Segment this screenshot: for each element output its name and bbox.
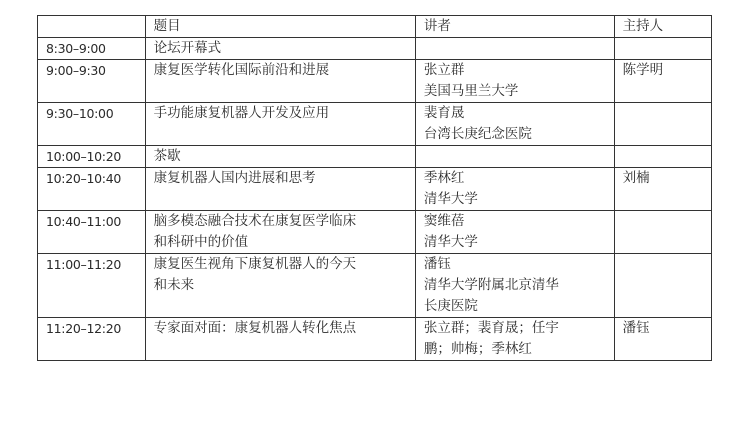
- topic-line: 和科研中的价值: [153, 234, 249, 250]
- table-row: [38, 146, 712, 168]
- topic-line: 手功能康复机器人开发及应用: [153, 105, 330, 121]
- time-cell: 10:20–10:40: [38, 168, 146, 211]
- speaker-cell: [415, 38, 614, 60]
- topic-line: 康复医生视角下康复机器人的今天: [153, 256, 357, 272]
- table-row: [38, 38, 712, 60]
- host-cell: 潘钰: [614, 318, 711, 361]
- speaker-cell: [415, 60, 614, 103]
- topic-line: 专家面对面：康复机器人转化焦点: [153, 320, 357, 336]
- speaker-name: 潘钰: [423, 256, 451, 272]
- host-cell: [614, 103, 711, 146]
- speaker-cell: [415, 146, 614, 168]
- topic-cell: [145, 146, 415, 168]
- header-host: 主持人: [614, 16, 711, 38]
- speaker-name: 张立群: [423, 62, 465, 78]
- time-cell: 9:30–10:00: [38, 103, 146, 146]
- schedule-table: [37, 15, 712, 361]
- topic-cell: [145, 168, 415, 211]
- topic-cell: [145, 211, 415, 254]
- topic-line: 脑多模态融合技术在康复医学临床: [153, 213, 357, 229]
- speaker-names: 张立群；裴育晟；任宇: [423, 320, 559, 336]
- header-speaker: 讲者: [415, 16, 614, 38]
- table-row: [38, 168, 712, 211]
- time-cell: 10:00–10:20: [38, 146, 146, 168]
- table-header-row: [38, 16, 712, 38]
- speaker-affiliation: 清华大学: [423, 191, 478, 207]
- speaker-affiliation: 清华大学: [423, 234, 478, 250]
- table-row: [38, 103, 712, 146]
- topic-line: 茶歇: [153, 148, 181, 164]
- speaker-affiliation: 美国马里兰大学: [423, 83, 519, 99]
- host-cell: [614, 38, 711, 60]
- host-cell: [614, 211, 711, 254]
- speaker-names: 鹏；帅梅；季林红: [423, 341, 532, 357]
- topic-cell: [145, 60, 415, 103]
- speaker-cell: [415, 103, 614, 146]
- time-cell: 9:00–9:30: [38, 60, 146, 103]
- speaker-affiliation: 长庚医院: [423, 298, 478, 314]
- topic-line: 和未来: [153, 277, 195, 293]
- topic-line: 论坛开幕式: [153, 40, 222, 56]
- table-row: [38, 254, 712, 318]
- speaker-affiliation: 台湾长庚纪念医院: [423, 126, 532, 142]
- topic-line: 康复机器人国内进展和思考: [153, 170, 316, 186]
- topic-cell: [145, 254, 415, 318]
- speaker-name: 窦维蓓: [423, 213, 465, 229]
- host-cell: 刘楠: [614, 168, 711, 211]
- time-cell: 10:40–11:00: [38, 211, 146, 254]
- time-cell: 11:20–12:20: [38, 318, 146, 361]
- topic-cell: [145, 38, 415, 60]
- table-row: [38, 211, 712, 254]
- time-cell: 11:00–11:20: [38, 254, 146, 318]
- header-time: [38, 16, 146, 38]
- speaker-cell: [415, 318, 614, 361]
- host-cell: [614, 254, 711, 318]
- topic-line: 康复医学转化国际前沿和进展: [153, 62, 330, 78]
- speaker-cell: [415, 168, 614, 211]
- speaker-name: 裴育晟: [423, 105, 465, 121]
- topic-cell: [145, 318, 415, 361]
- topic-cell: [145, 103, 415, 146]
- speaker-cell: [415, 211, 614, 254]
- table-row: [38, 318, 712, 361]
- header-topic: 题目: [145, 16, 415, 38]
- speaker-cell: [415, 254, 614, 318]
- speaker-name: 季林红: [423, 170, 465, 186]
- table-row: [38, 60, 712, 103]
- time-cell: 8:30–9:00: [38, 38, 146, 60]
- host-cell: [614, 146, 711, 168]
- host-cell: 陈学明: [614, 60, 711, 103]
- speaker-affiliation: 清华大学附属北京清华: [423, 277, 559, 293]
